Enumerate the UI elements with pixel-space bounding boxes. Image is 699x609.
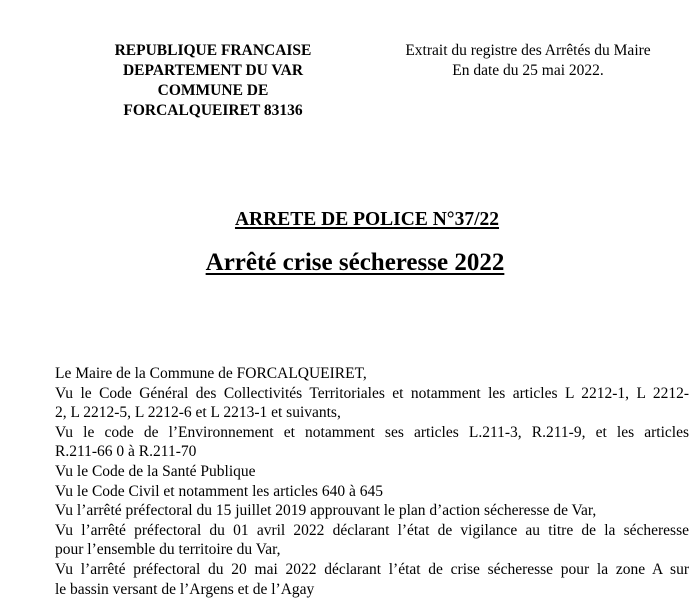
decree-number-text: ARRETE DE POLICE N°37/22 bbox=[234, 209, 500, 230]
issuer-line-commune-name: FORCALQUEIRET 83136 bbox=[123, 102, 303, 119]
body-line: pour l’ensemble du territoire du Var, bbox=[55, 541, 281, 559]
body-line: Le Maire de la Commune de FORCALQUEIRET, bbox=[55, 365, 367, 382]
decree-subject-title bbox=[100, 248, 610, 278]
body-line: Vu le Code Général des Collectivités Territoriales et notamment les articles L 2212-1, L 2212- bbox=[55, 384, 689, 402]
body-line: Vu l’arrêté préfectoral du 01 avril 2022 déclarant l’état de vigilance au titre de la sécheresse bbox=[55, 521, 689, 539]
body-line: Vu le Code de la Santé Publique bbox=[55, 462, 256, 480]
body-line: Vu l’arrêté préfectoral du 20 mai 2022 déclarant l’état de crise sécheresse pour la zone A sur bbox=[55, 560, 689, 578]
issuer-line-department: DEPARTEMENT DU VAR bbox=[122, 62, 304, 79]
issuer-line-commune-label: COMMUNE DE bbox=[157, 82, 269, 99]
register-date-line: En date du 25 mai 2022. bbox=[452, 62, 604, 79]
body-line: Vu le Code Civil et notamment les articles 640 à 645 bbox=[55, 482, 383, 500]
body-line: le bassin versant de l’Argens et de l’Agay bbox=[55, 580, 315, 598]
body-line: Vu le code de l’Environnement et notamment ses articles L.211-3, R.211-9, et les articles bbox=[55, 423, 689, 441]
body-line: Vu l’arrêté préfectoral du 15 juillet 2019 approuvant le plan d’action sécheresse de Var, bbox=[55, 502, 597, 520]
decree-body bbox=[55, 364, 689, 599]
decree-subject-text: Arrêté crise sécheresse 2022 bbox=[205, 249, 505, 276]
register-extract-block bbox=[384, 41, 672, 81]
issuer-line-republic: REPUBLIQUE FRANCAISE bbox=[114, 42, 312, 59]
body-line: R.211-66 0 à R.211-70 bbox=[55, 443, 197, 461]
register-extract-line: Extrait du registre des Arrêtés du Maire bbox=[405, 42, 651, 59]
issuer-block bbox=[100, 41, 326, 121]
decree-number-title bbox=[120, 208, 614, 232]
body-line: 2, L 2212-5, L 2212-6 et L 2213-1 et suivants, bbox=[55, 404, 341, 422]
